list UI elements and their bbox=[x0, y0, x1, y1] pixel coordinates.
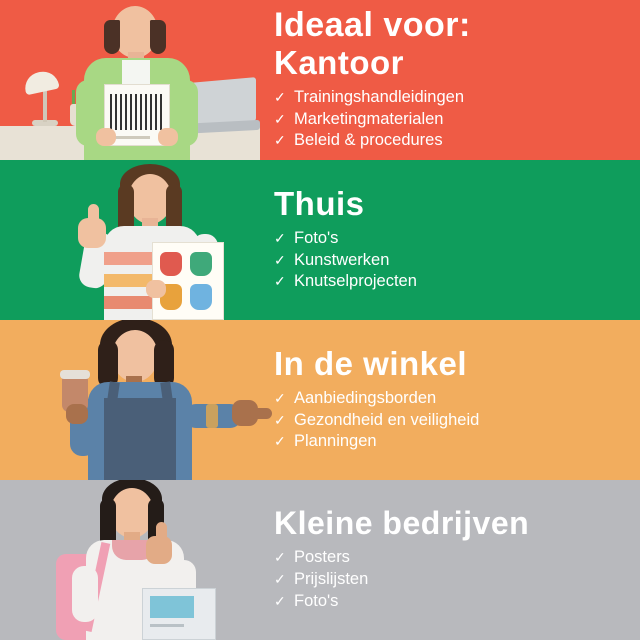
list-item-label: Planningen bbox=[294, 432, 377, 451]
section-heading-thuis: Thuis bbox=[274, 184, 365, 222]
list-item-label: Knutselprojecten bbox=[294, 272, 417, 291]
list-item bbox=[274, 87, 624, 109]
handprint-blue-icon bbox=[190, 284, 212, 310]
person-hair-right bbox=[150, 20, 166, 54]
list-item bbox=[274, 250, 624, 272]
check-icon: ✓ bbox=[274, 229, 286, 246]
person-hand-left bbox=[96, 128, 116, 146]
person-hand-right bbox=[158, 128, 178, 146]
apron bbox=[104, 398, 176, 480]
list-item-label: Foto's bbox=[294, 228, 339, 247]
section-thuis bbox=[0, 160, 640, 320]
check-icon: ✓ bbox=[274, 273, 286, 290]
section-heading-kleine-bedrijven: Kleine bedrijven bbox=[274, 505, 530, 542]
poster-title: Ideaal voor: bbox=[274, 5, 471, 44]
list-in-de-winkel bbox=[274, 388, 624, 453]
list-item-label: Kunstwerken bbox=[294, 250, 390, 269]
list-item bbox=[274, 591, 624, 613]
list-item-label: Foto's bbox=[294, 591, 339, 610]
list-item bbox=[274, 547, 624, 569]
document-text-line bbox=[110, 136, 150, 139]
photo-thuis bbox=[0, 160, 260, 320]
content-kantoor bbox=[260, 5, 640, 152]
person-hand-holding bbox=[146, 280, 166, 298]
lamp-shade-icon bbox=[22, 69, 59, 96]
person-hair-right bbox=[154, 340, 174, 388]
photo-kleine-bedrijven bbox=[0, 480, 260, 640]
person-hair-left bbox=[98, 340, 118, 388]
check-icon: ✓ bbox=[274, 132, 286, 149]
list-item-label: Trainingshandleidingen bbox=[294, 87, 465, 106]
content-kleine-bedrijven bbox=[260, 507, 640, 612]
list-item-label: Prijslijsten bbox=[294, 570, 369, 589]
list-item bbox=[274, 109, 624, 131]
list-item bbox=[274, 228, 624, 250]
section-heading-in-de-winkel: In de winkel bbox=[274, 344, 468, 382]
check-icon: ✓ bbox=[274, 251, 286, 268]
list-item bbox=[274, 130, 624, 152]
list-kleine-bedrijven bbox=[274, 547, 624, 612]
content-thuis bbox=[260, 184, 640, 293]
bag-text-line bbox=[150, 624, 184, 627]
handprint-red-icon bbox=[160, 252, 182, 276]
list-item-label: Beleid & procedures bbox=[294, 131, 443, 150]
check-icon: ✓ bbox=[274, 433, 286, 450]
check-icon: ✓ bbox=[274, 88, 286, 105]
list-item-label: Marketingmaterialen bbox=[294, 109, 444, 128]
handprint-green-icon bbox=[190, 252, 212, 276]
list-item bbox=[274, 388, 624, 410]
thumbs-up-icon bbox=[88, 204, 99, 224]
laptop-screen-icon bbox=[190, 77, 256, 127]
section-kantoor bbox=[0, 0, 640, 160]
person-arm-left bbox=[72, 566, 98, 622]
barcode-graphic bbox=[110, 94, 164, 130]
person-hand-holding-cup bbox=[66, 404, 88, 424]
list-item bbox=[274, 410, 624, 432]
check-icon: ✓ bbox=[274, 571, 286, 588]
coffee-lid-icon bbox=[60, 370, 90, 379]
section-in-de-winkel bbox=[0, 320, 640, 480]
list-item bbox=[274, 271, 624, 293]
wristwatch-icon bbox=[206, 404, 218, 428]
photo-kantoor bbox=[0, 0, 260, 160]
list-item-label: Posters bbox=[294, 548, 350, 567]
list-item-label: Aanbiedingsborden bbox=[294, 388, 437, 407]
list-item bbox=[274, 569, 624, 591]
section-heading-kantoor: Kantoor bbox=[274, 43, 404, 81]
bag-label bbox=[150, 596, 194, 618]
list-thuis bbox=[274, 228, 624, 293]
list-kantoor bbox=[274, 87, 624, 152]
person-head bbox=[112, 330, 158, 382]
thumbs-up-icon bbox=[156, 522, 167, 542]
list-item-label: Gezondheid en veiligheid bbox=[294, 410, 480, 429]
check-icon: ✓ bbox=[274, 592, 286, 609]
content-in-de-winkel bbox=[260, 344, 640, 453]
section-kleine-bedrijven bbox=[0, 480, 640, 640]
check-icon: ✓ bbox=[274, 389, 286, 406]
check-icon: ✓ bbox=[274, 411, 286, 428]
check-icon: ✓ bbox=[274, 549, 286, 566]
check-icon: ✓ bbox=[274, 110, 286, 127]
lamp-stem-icon bbox=[43, 88, 47, 122]
person-hair-left bbox=[104, 20, 120, 54]
list-item bbox=[274, 431, 624, 453]
photo-in-de-winkel bbox=[0, 320, 260, 480]
pen-green-icon bbox=[72, 90, 75, 104]
